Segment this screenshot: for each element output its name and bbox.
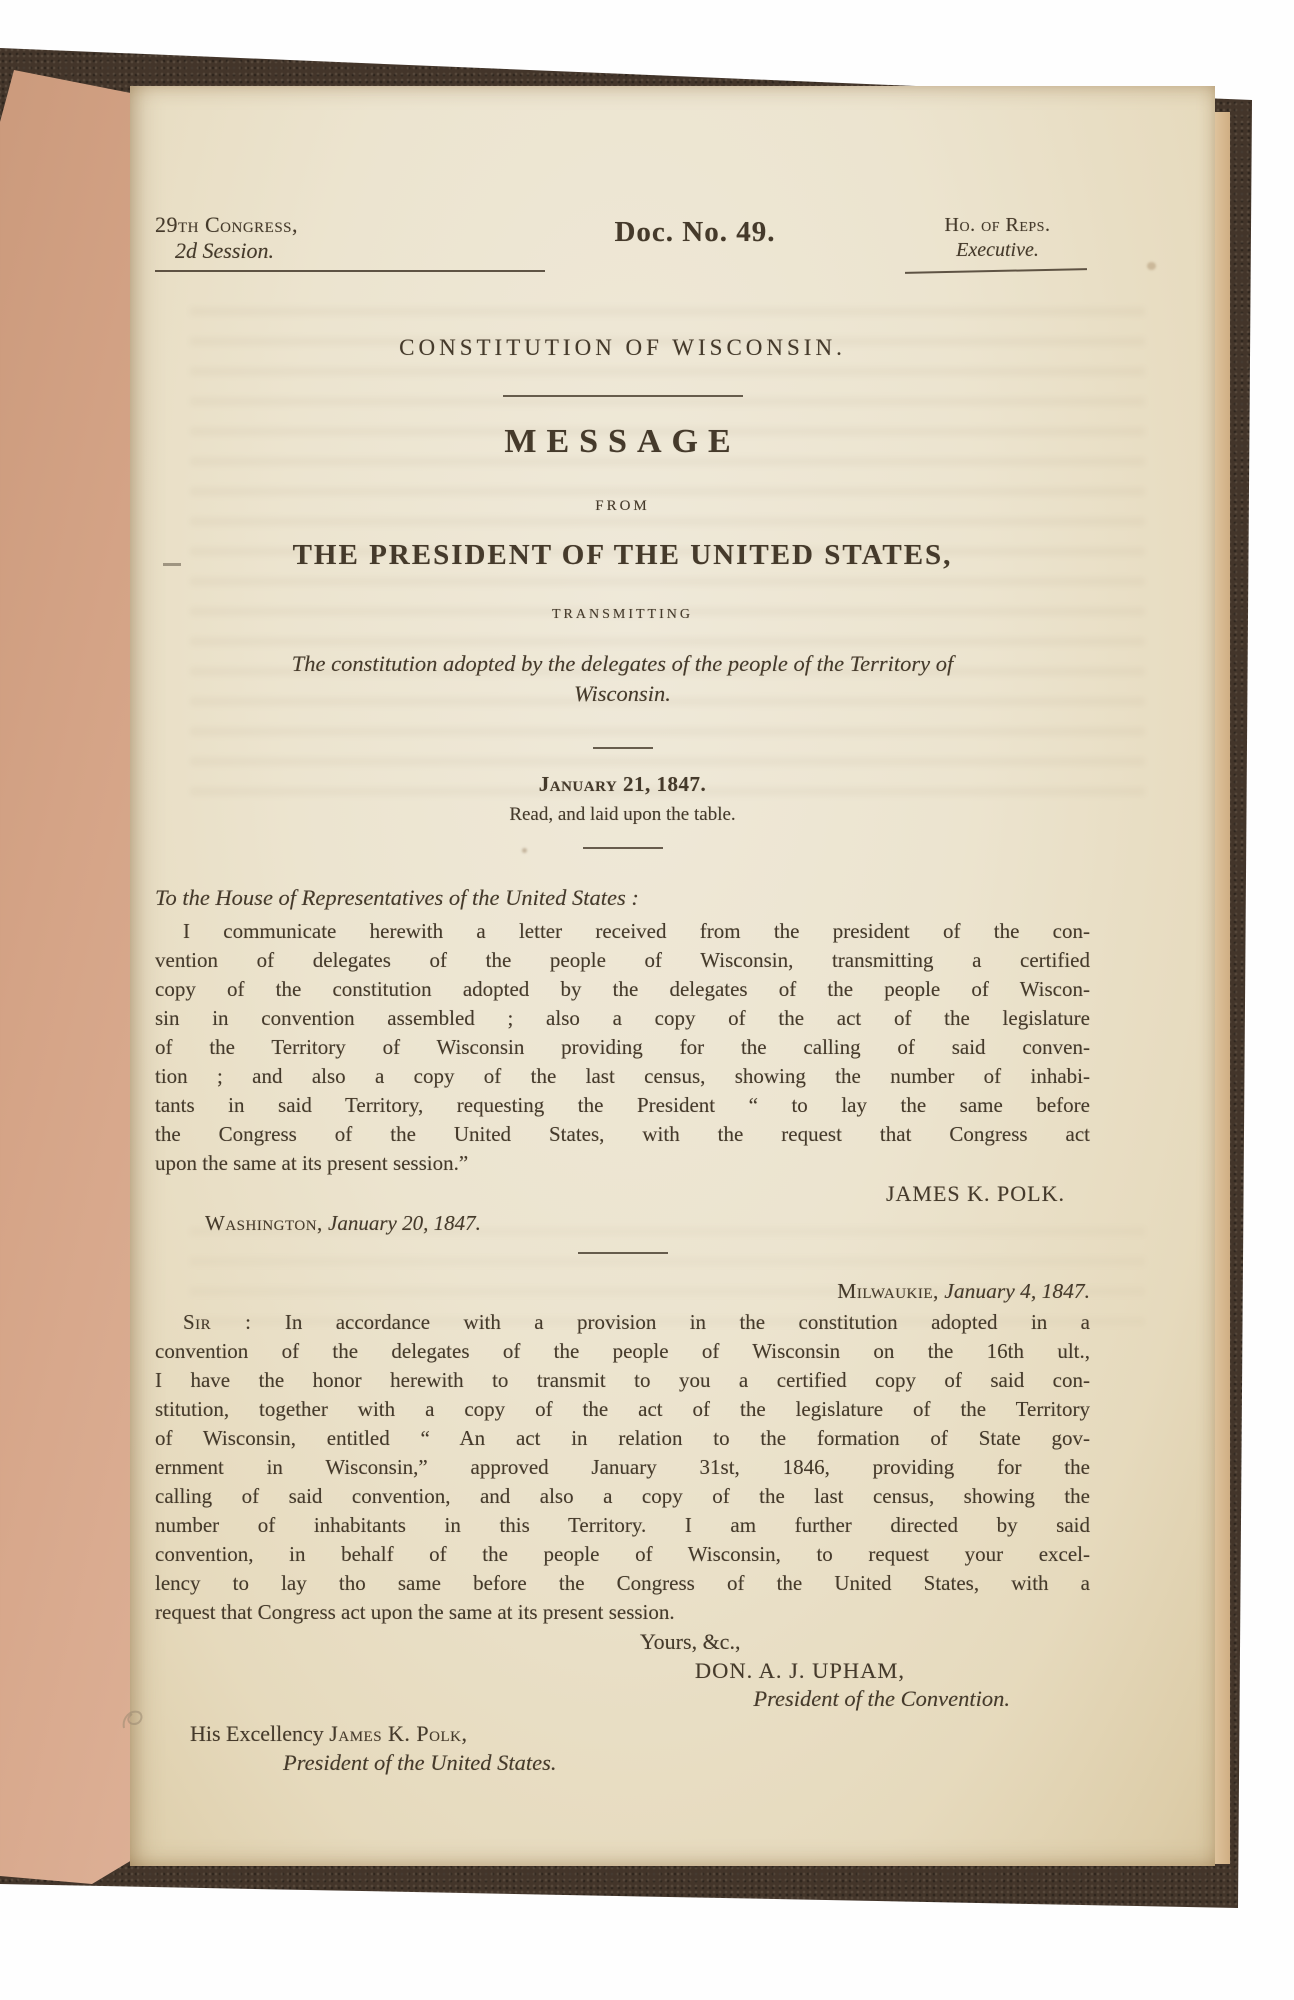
letter-line: calling of said convention, and also a copy of the last census, showing the: [155, 1484, 1090, 1508]
signature-upham: DON. A. J. UPHAM,: [694, 1658, 905, 1683]
divider-rule: [578, 1252, 668, 1254]
letter-line: ernment in Wisconsin,” approved January 31st, 1846, providing for the: [155, 1455, 1090, 1479]
addressee-title: President of the United States.: [283, 1750, 557, 1775]
divider-rule: [593, 747, 653, 749]
doc-type-line: Executive.: [956, 239, 1039, 261]
divider-rule: [583, 847, 663, 849]
signature-polk: JAMES K. POLK.: [885, 1181, 1065, 1206]
addressee-prefix: His Excellency: [190, 1721, 330, 1746]
letter-line: number of inhabitants in this Territory. I am further directed by said: [155, 1513, 1090, 1537]
letter-line: convention, in behalf of the people of Wisconsin, to request your excel-: [155, 1542, 1090, 1566]
letter-line: [155, 1308, 1090, 1337]
signer-title: President of the Convention.: [753, 1686, 1010, 1711]
letter-line: of Wisconsin, entitled “ An act in relation to the formation of State gov-: [155, 1426, 1090, 1450]
sir-salutation: Sir :: [183, 1310, 252, 1334]
foxing-spot: [1147, 262, 1156, 270]
congress-line: 29th Congress,: [155, 212, 299, 237]
place-washington: Washington,: [205, 1211, 323, 1235]
divider-rule: [503, 395, 743, 397]
date-washington: January 20, 1847.: [322, 1211, 481, 1235]
transmitting-label: TRANSMITTING: [552, 607, 693, 622]
addressee-name: James K. Polk,: [329, 1721, 468, 1746]
doc-number: Doc. No. 49.: [614, 216, 776, 248]
masthead: [155, 212, 1090, 272]
read-note: Read, and laid upon the table.: [509, 804, 736, 825]
chamber-line: Ho. of Reps.: [944, 214, 1051, 236]
document-page: [130, 86, 1215, 1866]
letter-line: request that Congress act upon the same at its present session.: [155, 1600, 675, 1624]
date-heading: January 21, 1847.: [538, 772, 707, 796]
masthead-right: [905, 213, 1090, 272]
masthead-rule-right: [905, 268, 1087, 274]
letter-line: tion ; and also a copy of the last census, showing the number of inhabi-: [155, 1064, 1090, 1088]
letter-line: sin in convention assembled ; also a copy of the act of the legislature: [155, 1006, 1090, 1030]
president-heading: THE PRESIDENT OF THE UNITED STATES,: [292, 539, 953, 571]
masthead-rule-left: [155, 270, 545, 272]
subject-line-2: Wisconsin.: [574, 681, 671, 706]
addressee-line: [155, 1719, 1090, 1749]
place-date-washington: [155, 1208, 1090, 1238]
letter-line: copy of the constitution adopted by the delegates of the people of Wiscon-: [155, 977, 1090, 1001]
place-date-milwaukie: [155, 1276, 1090, 1306]
printed-text-block: [155, 86, 1090, 1777]
letter-line: tants in said Territory, requesting the President “ to lay the same before: [155, 1093, 1090, 1117]
document-title: CONSTITUTION OF WISCONSIN.: [399, 335, 846, 360]
letter-line: stitution, together with a copy of the act of the legislature of the Territory: [155, 1397, 1090, 1421]
closing-yours: Yours, &c.,: [640, 1629, 741, 1654]
salutation-house: To the House of Representatives of the United States :: [155, 885, 639, 910]
letter-line: convention of the delegates of the people of Wisconsin on the 16th ult.,: [155, 1339, 1090, 1363]
place-milwaukie: Milwaukie,: [837, 1279, 939, 1303]
letter-line: I communicate herewith a letter received from the president of the con-: [183, 919, 1090, 943]
letter-line: lency to lay tho same before the Congress of the United States, with a: [155, 1571, 1090, 1595]
pencil-mark: [118, 1694, 152, 1738]
letter-line: I have the honor herewith to transmit to you a certified copy of said con-: [155, 1368, 1090, 1392]
letter-line: the Congress of the United States, with the request that Congress act: [155, 1122, 1090, 1146]
polk-letter-paragraph: [155, 917, 1090, 1178]
letter-line: vention of delegates of the people of Wisconsin, transmitting a certified: [155, 948, 1090, 972]
session-line: 2d Session.: [175, 238, 274, 263]
endpaper-page: [0, 60, 148, 1902]
masthead-left: [155, 212, 545, 272]
letter-line: upon the same at its present session.”: [155, 1151, 469, 1175]
subject-line-1: The constitution adopted by the delegates of the people of the Territory of: [291, 651, 954, 676]
letter-line: of the Territory of Wisconsin providing for the calling of said conven-: [155, 1035, 1090, 1059]
message-heading: MESSAGE: [504, 423, 741, 460]
from-label: FROM: [595, 498, 650, 514]
letter-line-text: In accordance with a provision in the constitution adopted in a: [251, 1310, 1091, 1334]
upham-letter-paragraph: [155, 1308, 1090, 1627]
date-milwaukie: January 4, 1847.: [938, 1279, 1090, 1303]
